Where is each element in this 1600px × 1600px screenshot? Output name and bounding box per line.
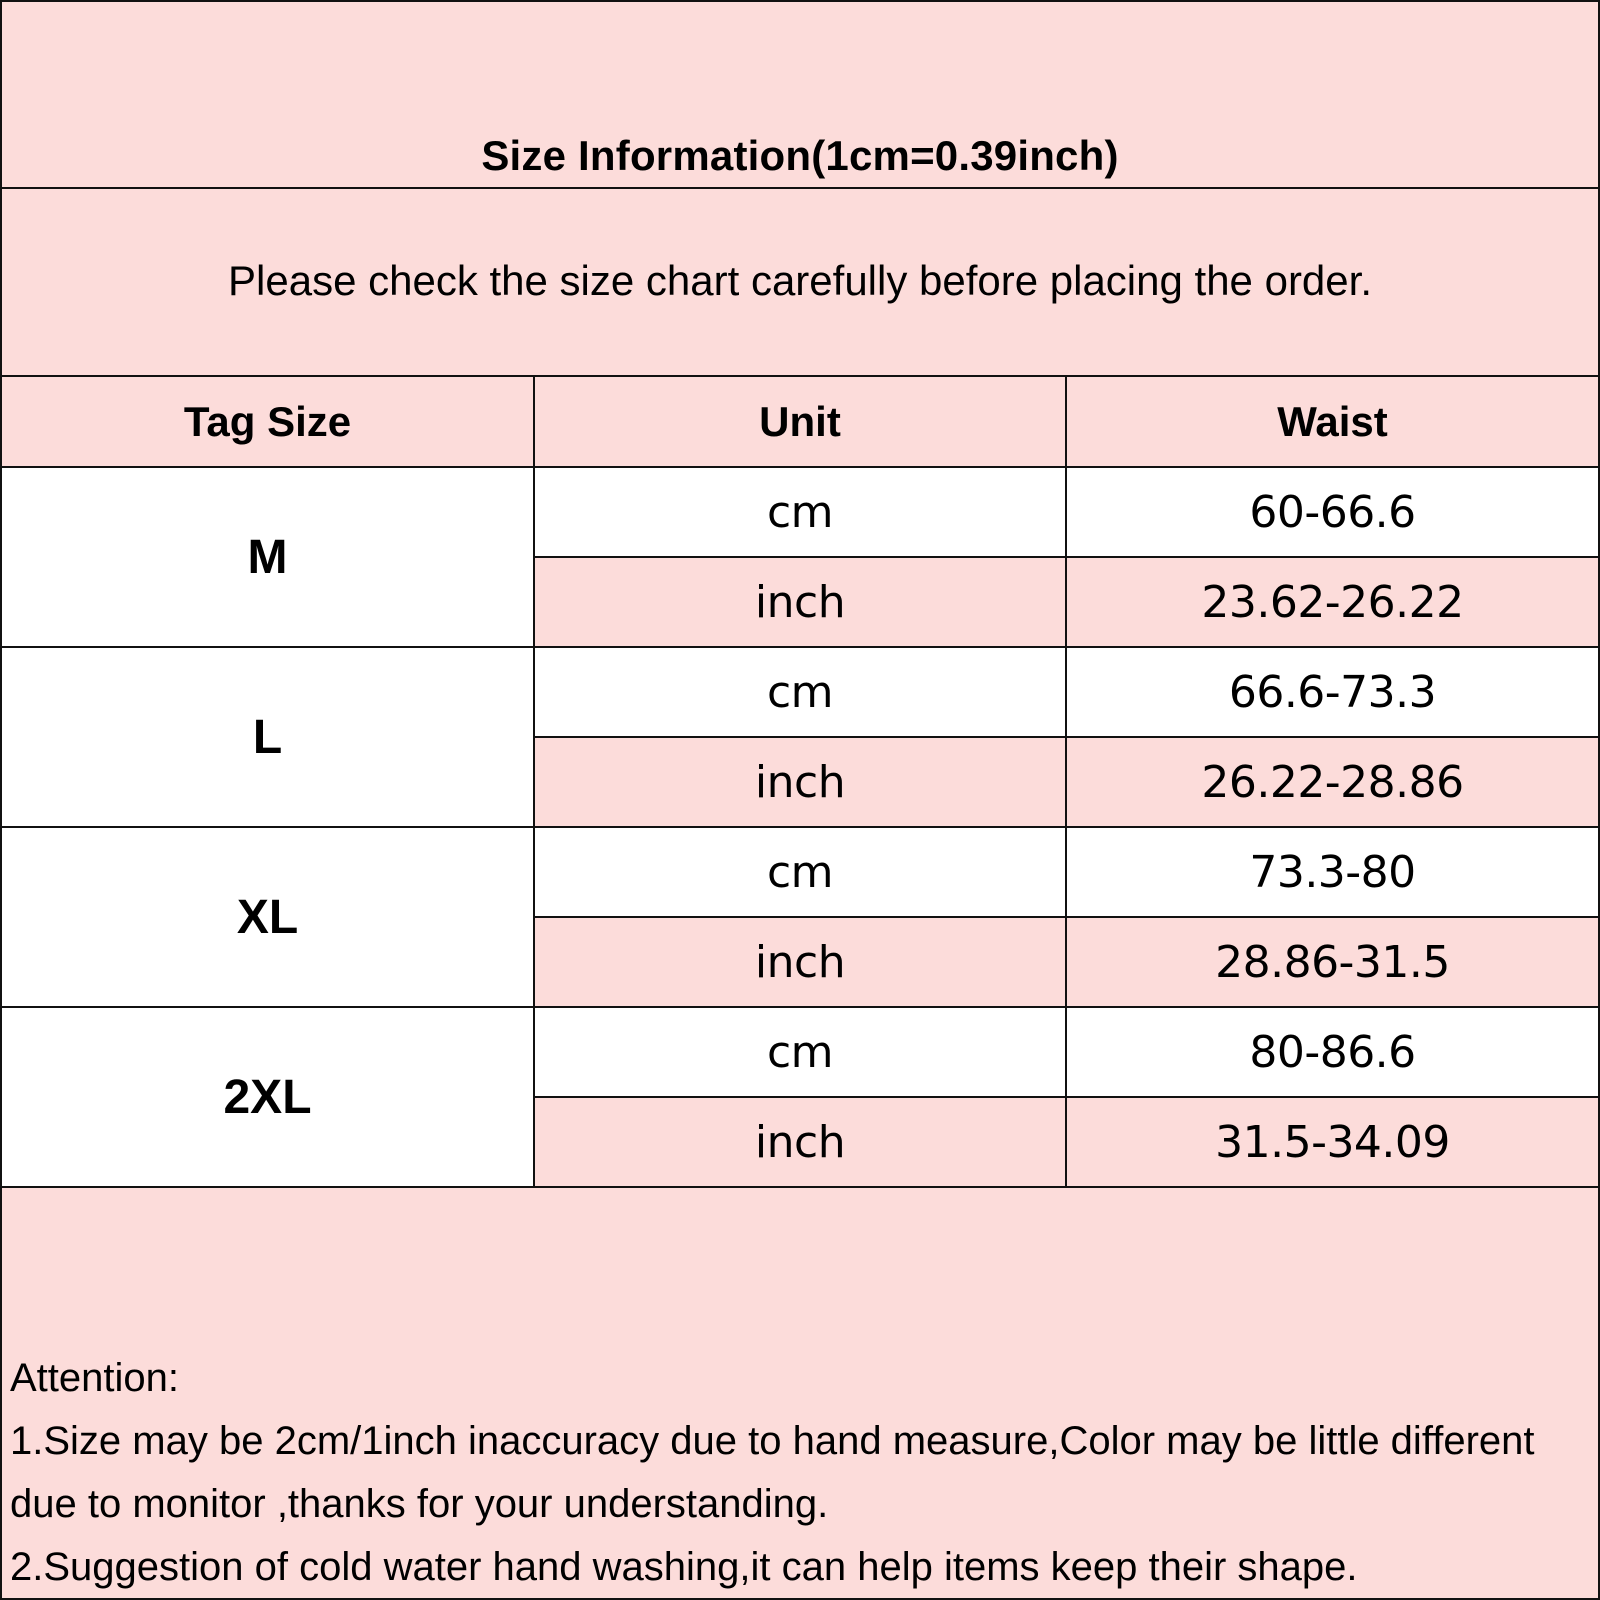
tag-size-cell: M — [2, 467, 534, 647]
waist-cell: 66.6-73.3 — [1066, 647, 1598, 737]
waist-cell: 28.86-31.5 — [1066, 917, 1598, 1007]
table-row — [2, 827, 1598, 917]
waist-cell: 23.62-26.22 — [1066, 557, 1598, 647]
waist-cell: 26.22-28.86 — [1066, 737, 1598, 827]
waist-cell: 60-66.6 — [1066, 467, 1598, 557]
unit-cell: inch — [534, 557, 1066, 647]
attention-note-1: 1.Size may be 2cm/1inch inaccuracy due to hand measure,Color may be little different due to monitor ,thanks for your understanding. — [10, 1419, 1535, 1526]
tag-size-cell: L — [2, 647, 534, 827]
attention-note-2: 2.Suggestion of cold water hand washing,it can help items keep their shape. — [10, 1545, 1358, 1589]
column-header-unit: Unit — [534, 377, 1066, 467]
unit-cell: inch — [534, 917, 1066, 1007]
notice-band — [2, 189, 1598, 377]
title-band — [2, 2, 1598, 189]
unit-cell: cm — [534, 467, 1066, 557]
unit-cell: cm — [534, 647, 1066, 737]
table-row — [2, 647, 1598, 737]
waist-cell: 73.3-80 — [1066, 827, 1598, 917]
table-row — [2, 1007, 1598, 1097]
table-header-row — [2, 377, 1598, 467]
unit-cell: inch — [534, 1097, 1066, 1187]
unit-cell: inch — [534, 737, 1066, 827]
waist-cell: 31.5-34.09 — [1066, 1097, 1598, 1187]
column-header-waist: Waist — [1066, 377, 1598, 467]
tag-size-cell: 2XL — [2, 1007, 534, 1187]
unit-cell: cm — [534, 1007, 1066, 1097]
size-table — [2, 377, 1598, 1188]
page-title: Size Information(1cm=0.39inch) — [481, 132, 1119, 179]
attention-heading: Attention: — [10, 1356, 180, 1400]
waist-cell: 80-86.6 — [1066, 1007, 1598, 1097]
order-notice: Please check the size chart carefully before placing the order. — [228, 257, 1372, 304]
column-header-tag-size: Tag Size — [2, 377, 534, 467]
table-row — [2, 467, 1598, 557]
unit-cell: cm — [534, 827, 1066, 917]
tag-size-cell: XL — [2, 827, 534, 1007]
attention-notes — [10, 1347, 1590, 1599]
